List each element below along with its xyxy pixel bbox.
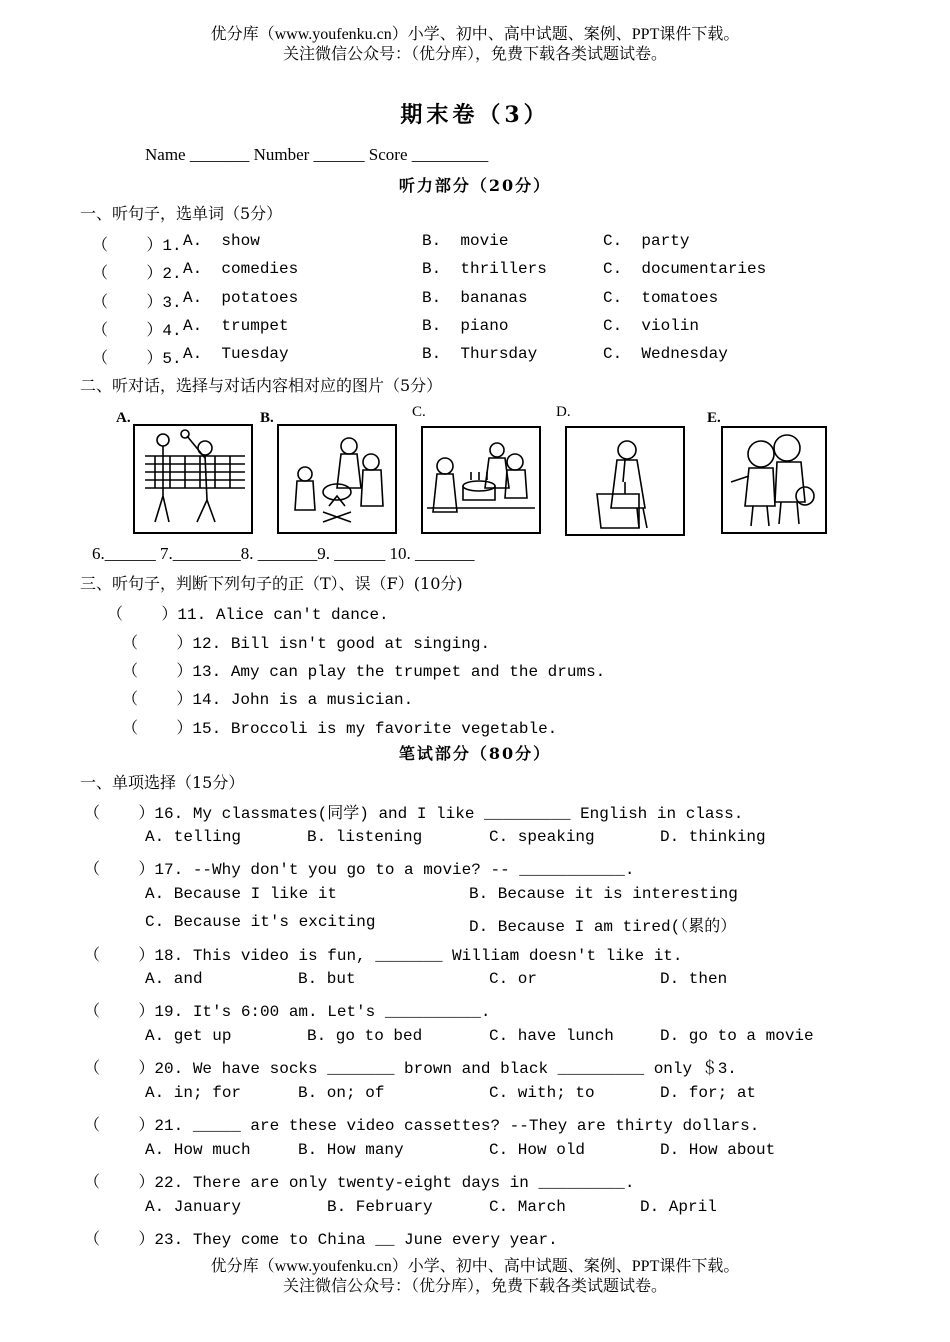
picture-label-c: C. bbox=[412, 404, 426, 420]
option-b: B. February bbox=[327, 1198, 433, 1216]
option-c: C. with; to bbox=[489, 1084, 595, 1102]
picture-friends bbox=[721, 426, 827, 534]
option-b: B. movie bbox=[422, 232, 509, 250]
option-b: B. Thursday bbox=[422, 345, 538, 363]
page-title: 期末卷（3） bbox=[400, 102, 550, 128]
option-d: D. then bbox=[660, 970, 728, 988]
option-d: D. April bbox=[640, 1198, 717, 1216]
option-c: C. or bbox=[489, 970, 538, 988]
option-a: A. show bbox=[183, 232, 260, 250]
option-a: A. get up bbox=[145, 1027, 232, 1045]
picture-label-e: E. bbox=[707, 410, 721, 426]
question-stem: （ ）21. _____ are these video cassettes? --They are thirty dollars. bbox=[84, 1117, 760, 1135]
option-a: A. January bbox=[145, 1198, 242, 1216]
picture-volleyball bbox=[133, 424, 253, 534]
option-d: D. thinking bbox=[660, 828, 766, 846]
statement-item: （ ）11. Alice can't dance. bbox=[107, 606, 389, 624]
question-prefix: （ ）1. bbox=[92, 237, 182, 255]
question-prefix: （ ）4. bbox=[92, 322, 182, 340]
picture-campfire bbox=[277, 424, 397, 534]
option-c: C. documentaries bbox=[603, 260, 767, 278]
listening-part2-heading: 二、听对话，选择与对话内容相对应的图片（5分） bbox=[80, 376, 443, 395]
student-info-line: Name _______ Number ______ Score _________ bbox=[145, 145, 489, 164]
option-c: C. How old bbox=[489, 1141, 586, 1159]
option-c: C. have lunch bbox=[489, 1027, 614, 1045]
option-d: D. Because I am tired(（累的） bbox=[469, 918, 737, 936]
option-b: B. thrillers bbox=[422, 260, 547, 278]
statement-item: （ ）12. Bill isn't good at singing. bbox=[122, 635, 491, 653]
option-a: A. comedies bbox=[183, 260, 299, 278]
question-stem: （ ）16. My classmates(同学) and I like _________ English in class. bbox=[84, 805, 744, 823]
option-a: A. telling bbox=[145, 828, 242, 846]
option-b: B. go to bed bbox=[307, 1027, 423, 1045]
option-b: B. piano bbox=[422, 317, 509, 335]
picture-label-d: D. bbox=[556, 404, 571, 420]
option-c: C. March bbox=[489, 1198, 566, 1216]
statement-item: （ ）15. Broccoli is my favorite vegetable. bbox=[122, 720, 558, 738]
option-c: C. violin bbox=[603, 317, 700, 335]
option-c: C. Wednesday bbox=[603, 345, 728, 363]
option-c: C. speaking bbox=[489, 828, 595, 846]
option-b: B. listening bbox=[307, 828, 423, 846]
picture-answer-line: 6.______ 7.________8. _______9. ______ 10. _______ bbox=[92, 544, 475, 563]
option-b: B. bananas bbox=[422, 289, 528, 307]
option-b: B. but bbox=[298, 970, 356, 988]
option-c: C. Because it's exciting bbox=[145, 913, 376, 931]
option-b: B. on; of bbox=[298, 1084, 385, 1102]
footer-line-2: 关注微信公众号：（优分库），免费下载各类试题试卷。 bbox=[282, 1278, 667, 1295]
listening-part3-heading: 三、听句子，判断下列句子的正（T）、误（F）(10分) bbox=[80, 574, 463, 593]
question-stem: （ ）23. They come to China __ June every year. bbox=[84, 1231, 558, 1249]
picture-speech bbox=[565, 426, 685, 536]
question-stem: （ ）22. There are only twenty-eight days in _________. bbox=[84, 1174, 635, 1192]
question-stem: （ ）20. We have socks _______ brown and black _________ only ＄3. bbox=[84, 1060, 737, 1078]
option-b: B. How many bbox=[298, 1141, 404, 1159]
option-c: C. tomatoes bbox=[603, 289, 719, 307]
question-stem: （ ）18. This video is fun, _______ William doesn't like it. bbox=[84, 947, 683, 965]
statement-item: （ ）14. John is a musician. bbox=[122, 691, 414, 709]
question-prefix: （ ）5. bbox=[92, 350, 182, 368]
option-a: A. potatoes bbox=[183, 289, 299, 307]
option-a: A. How much bbox=[145, 1141, 251, 1159]
option-a: A. in; for bbox=[145, 1084, 242, 1102]
option-d: D. for; at bbox=[660, 1084, 757, 1102]
option-b: B. Because it is interesting bbox=[469, 885, 738, 903]
option-a: A. trumpet bbox=[183, 317, 289, 335]
option-c: C. party bbox=[603, 232, 690, 250]
option-d: D. go to a movie bbox=[660, 1027, 814, 1045]
picture-birthday-party bbox=[421, 426, 541, 534]
picture-label-a: A. bbox=[116, 410, 131, 426]
picture-label-b: B. bbox=[260, 410, 274, 426]
question-prefix: （ ）2. bbox=[92, 265, 182, 283]
writing-part1-heading: 一、单项选择（15分） bbox=[80, 773, 245, 792]
header-line-1: 优分库（www.youfenku.cn）小学、初中、高中试题、案例、PPT课件下载。 bbox=[210, 26, 740, 43]
footer-line-1: 优分库（www.youfenku.cn）小学、初中、高中试题、案例、PPT课件下载。 bbox=[210, 1258, 740, 1275]
statement-item: （ ）13. Amy can play the trumpet and the drums. bbox=[122, 663, 606, 681]
option-a: A. Because I like it bbox=[145, 885, 338, 903]
option-a: A. Tuesday bbox=[183, 345, 289, 363]
listening-heading: 听力部分（20分） bbox=[398, 176, 552, 195]
listening-part1-heading: 一、听句子，选单词（5分） bbox=[80, 204, 283, 223]
question-prefix: （ ）3. bbox=[92, 294, 182, 312]
header-line-2: 关注微信公众号：（优分库），免费下载各类试题试卷。 bbox=[282, 46, 667, 63]
option-a: A. and bbox=[145, 970, 203, 988]
option-d: D. How about bbox=[660, 1141, 776, 1159]
question-stem: （ ）19. It's 6:00 am. Let's __________. bbox=[84, 1003, 491, 1021]
writing-heading: 笔试部分（80分） bbox=[398, 744, 552, 763]
question-stem: （ ）17. --Why don't you go to a movie? -- ___________. bbox=[84, 861, 635, 879]
